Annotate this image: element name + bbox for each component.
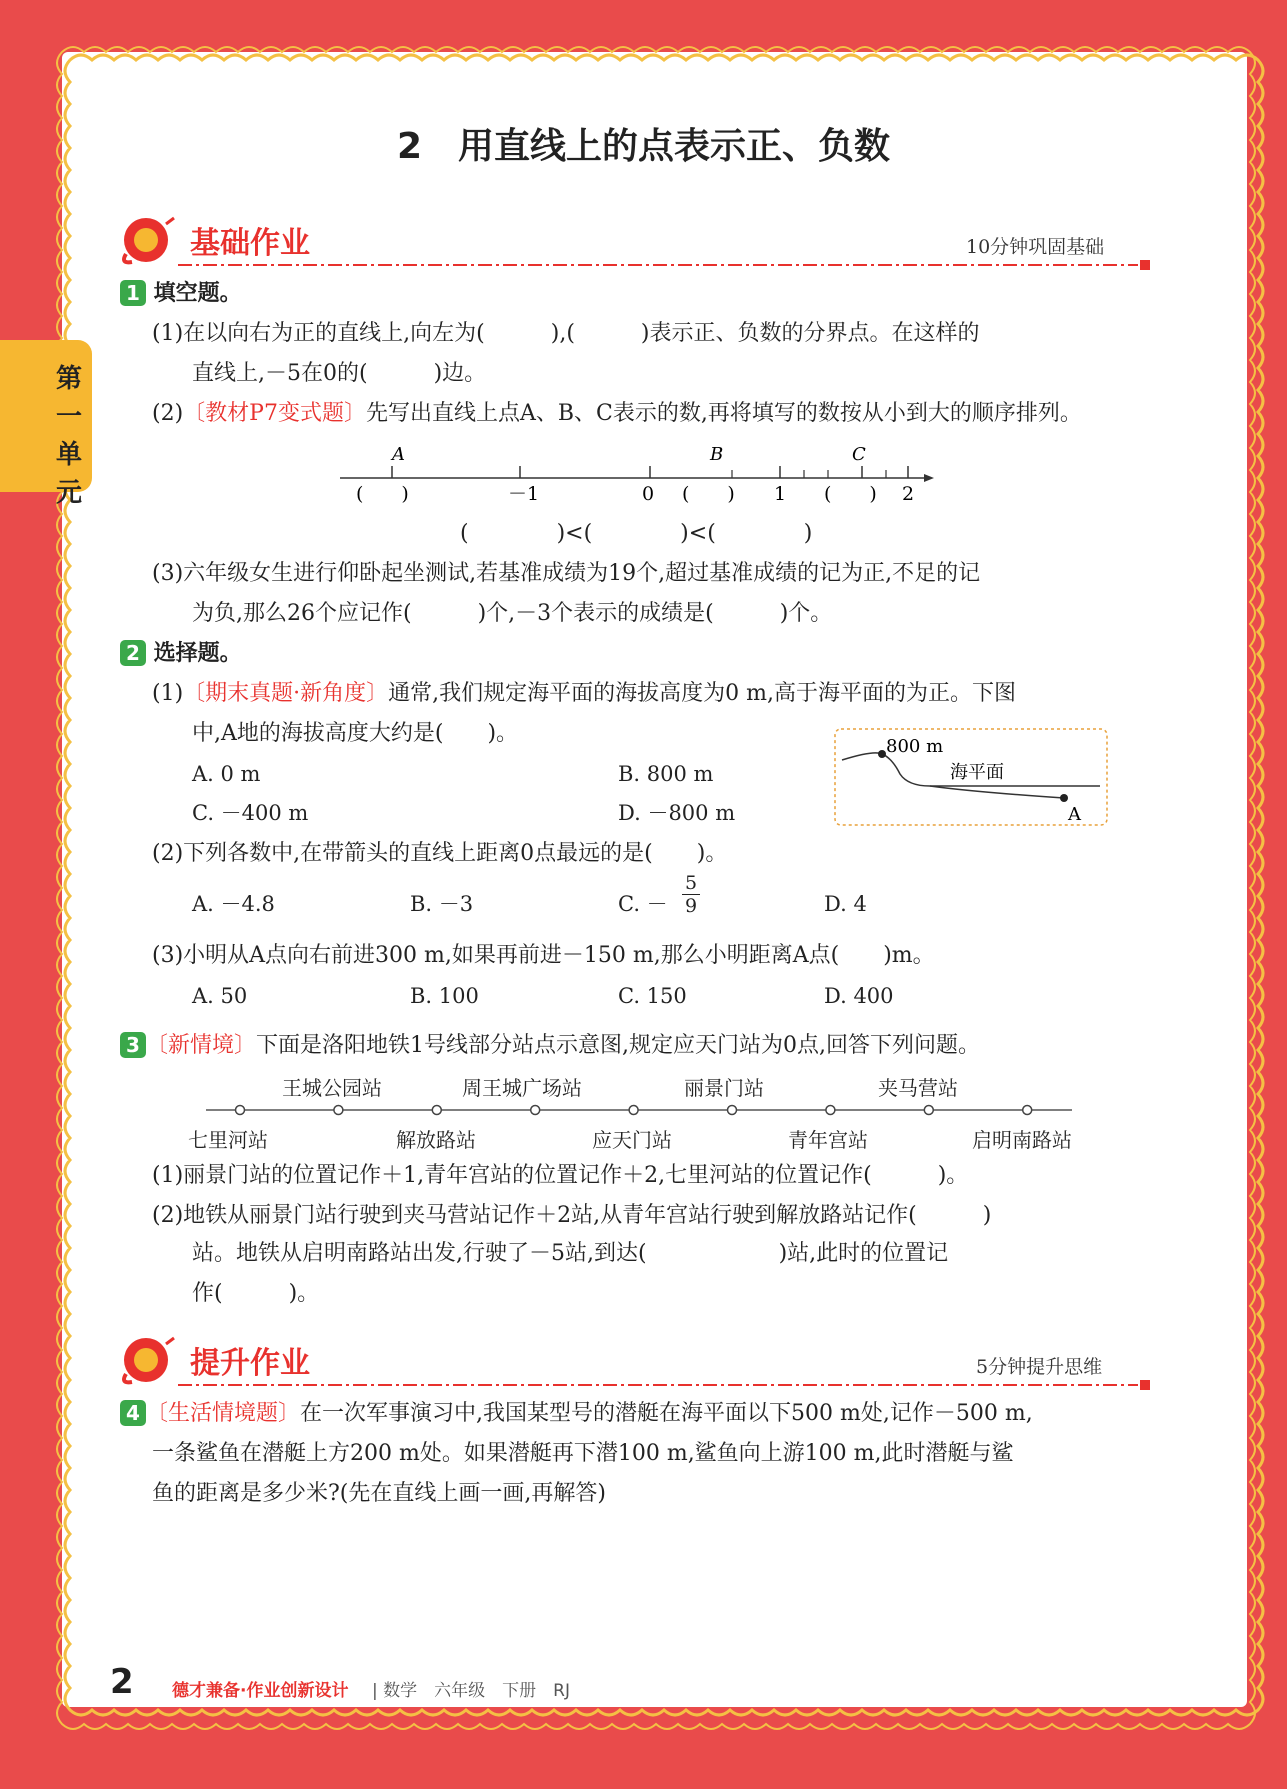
station-dot [334,1106,343,1115]
diagram-point-label: A [1068,804,1081,825]
q2-head: 选择题。 [153,641,242,666]
q2-p3: (3)小明从A点向右前进300 m,如果再前进－150 m,那么小明距离A点( )m。 [152,943,935,968]
fraction-numerator: 5 [684,872,698,894]
q2-p2: (2)下列各数中,在带箭头的直线上距离0点最远的是( )。 [152,841,728,866]
q4-text-b: 一条鲨鱼在潜艇上方200 m处。如果潜艇再下潜100 m,鲨鱼向上游100 m,此时潜艇与鲨 [152,1441,1014,1466]
q1-p3a: (3)六年级女生进行仰卧起坐测试,若基准成绩为19个,超过基准成绩的记为正,不足的记 [152,561,981,586]
station-wangcheng: 王城公园站 [282,1076,382,1100]
q1-p2-pre: (2) [152,401,184,426]
fraction [682,872,700,917]
footer-brand: 德才兼备·作业创新设计 [172,1681,349,1701]
section-divider-advanced [178,1378,1158,1392]
q1-p2-rest: 先写出直线上点A、B、C表示的数,再将填写的数按从小到大的顺序排列。 [365,401,1082,426]
section-timer-advanced: 5分钟提升思维 [976,1356,1103,1378]
unit-tab-label: 第一单元 [56,364,83,508]
q1-p2 [152,398,1082,430]
q3-heading [120,1030,980,1062]
diagram-peak-label: 800 m [886,736,944,757]
q3-number: 3 [120,1032,146,1058]
q2-p1-opt-c: C. －400 m [192,801,309,825]
q1-p1a: (1)在以向右为正的直线上,向左为( ),( )表示正、负数的分界点。在这样的 [152,321,980,346]
section-divider-basic [178,258,1158,272]
station-qilihe: 七里河站 [188,1128,268,1152]
station-yingtianmen: 应天门站 [592,1128,672,1152]
q2-p3-opt-d: D. 400 [824,984,894,1008]
q2-p2-opt-c: C. － [618,892,668,916]
q2-p3-opt-b: B. 100 [410,984,479,1008]
q2-p1b: 中,A地的海拔高度大约是( )。 [192,721,519,746]
section-title-basic: 基础作业 [190,226,310,261]
q2-p1-opt-a: A. 0 m [192,762,261,786]
q3-p1: (1)丽景门站的位置记作＋1,青年宫站的位置记作＋2,七里河站的位置记作( )。 [152,1163,969,1188]
number-line [340,440,940,510]
q2-p3-opt-a: A. 50 [192,984,248,1008]
q4-tag: 〔生活情境题〕 [146,1401,301,1426]
q1-head: 填空题。 [153,281,242,306]
station-jiamaying: 夹马营站 [878,1076,958,1100]
tick-label-0: 0 [642,483,655,505]
q2-p1-tag: 〔期末真题·新角度〕 [183,681,389,706]
point-label-a: A [392,444,405,465]
q3-p2a: (2)地铁从丽景门站行驶到夹马营站记作＋2站,从青年宫站行驶到解放路站记作( ) [152,1203,992,1228]
q2-p1-pre: (1) [152,681,184,706]
station-dot [924,1106,933,1115]
tick-label-neg1: －1 [508,483,540,505]
q2-p1-rest: 通常,我们规定海平面的海拔高度为0 m,高于海平面的为正。下图 [388,681,1017,706]
q3-tag: 〔新情境〕 [146,1033,257,1058]
q3-p2b: 站。地铁从启明南路站出发,行驶了－5站,到达( )站,此时的位置记 [192,1241,949,1266]
q3-text: 下面是洛阳地铁1号线部分站点示意图,规定应天门站为0点,回答下列问题。 [256,1033,980,1058]
station-qimingnanlu: 启明南路站 [972,1128,1072,1152]
station-dot [1023,1106,1032,1115]
q1-number: 1 [120,280,146,306]
metro-line [206,1100,1076,1124]
q4-line-a [120,1398,1033,1430]
q2-p1-opt-d: D. －800 m [618,801,736,825]
q2-p2-opt-a: A. －4.8 [192,892,275,916]
station-qingniangong: 青年宫站 [788,1128,868,1152]
station-lijingmen: 丽景门站 [684,1076,764,1100]
q1-p1b: 直线上,－5在0的( )边。 [192,361,487,386]
answer-paren-a: ( ) [356,483,409,505]
station-dot [629,1106,638,1115]
section-timer-basic: 10分钟巩固基础 [966,236,1105,258]
q3-p2c: 作( )。 [192,1281,320,1306]
q2-p1 [152,678,1016,710]
q2-p2-opt-d: D. 4 [824,892,867,916]
diagram-sea-label: 海平面 [950,762,1004,783]
fraction-denominator: 9 [682,894,700,917]
q2-p3-opt-c: C. 150 [618,984,687,1008]
q1-p2-tag: 〔教材P7变式题〕 [183,401,366,426]
footer-info: | 数学 六年级 下册 RJ [372,1681,570,1701]
station-dot [236,1106,245,1115]
q4-number: 4 [120,1400,146,1426]
q2-p2-opt-b: B. －3 [410,892,474,916]
station-dot [432,1106,441,1115]
station-dot [531,1106,540,1115]
altitude-diagram [834,728,1108,826]
section-title-advanced: 提升作业 [190,1346,310,1381]
station-dot [728,1106,737,1115]
station-zhouwangcheng: 周王城广场站 [462,1076,582,1100]
point-label-c: C [852,444,866,465]
q1-order-line: ( )<( )<( ) [460,521,813,546]
lamp-icon [118,210,178,266]
tick-label-2: 2 [902,483,915,505]
q2-number: 2 [120,640,146,666]
q1-p3b: 为负,那么26个应记作( )个,－3个表示的成绩是( )个。 [192,601,833,626]
q2-heading [120,638,242,670]
answer-paren-b: ( ) [682,483,735,505]
q4-text-a: 在一次军事演习中,我国某型号的潜艇在海平面以下500 m处,记作－500 m, [300,1401,1033,1426]
point-label-b: B [710,444,724,465]
q1-heading [120,278,242,310]
q2-p1-opt-b: B. 800 m [618,762,714,786]
tick-label-1: 1 [774,483,787,505]
lamp-icon [118,1330,178,1386]
page-number: 2 [110,1662,134,1702]
station-dot [826,1106,835,1115]
answer-paren-c: ( ) [824,483,877,505]
station-jiefanglu: 解放路站 [396,1128,476,1152]
q4-text-c: 鱼的距离是多少米?(先在直线上画一画,再解答) [152,1481,606,1506]
page-title: 2 用直线上的点表示正、负数 [396,126,891,167]
